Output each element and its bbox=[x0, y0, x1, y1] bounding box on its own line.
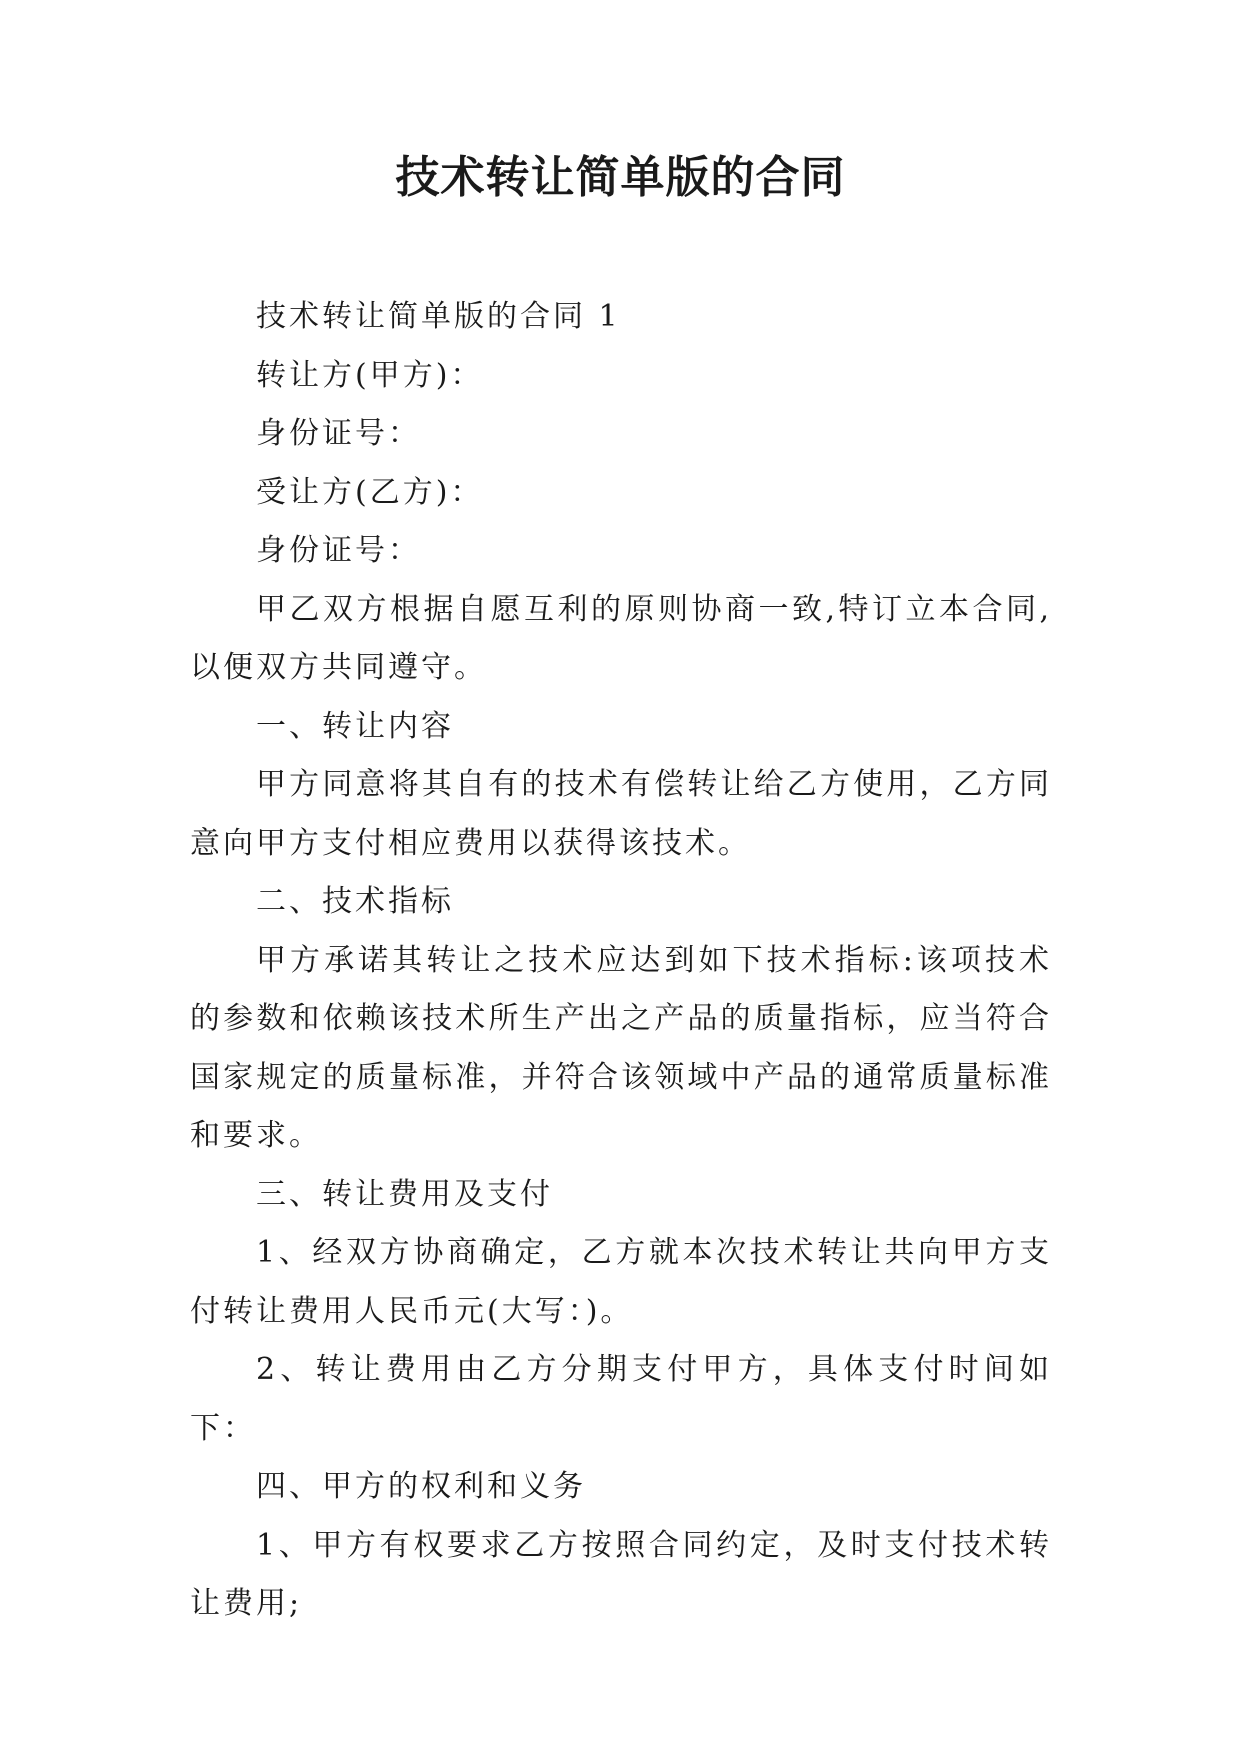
document-body bbox=[190, 288, 1052, 1634]
paragraph: 受让方(乙方)： bbox=[256, 474, 484, 510]
paragraph: 甲方承诺其转让之技术应达到如下技术指标:该项技术的参数和依赖该技术所生产出之产品的质量指标，应当符合国家规定的质量标准，并符合该领域中产品的通常质量标准和要求。 bbox=[190, 942, 1052, 1153]
paragraph: 甲方同意将其自有的技术有偿转让给乙方使用，乙方同意向甲方支付相应费用以获得该技术。 bbox=[190, 767, 1052, 861]
section-heading: 三、转让费用及支付 bbox=[256, 1176, 553, 1212]
paragraph: 1、甲方有权要求乙方按照合同约定，及时支付技术转让费用; bbox=[190, 1527, 1052, 1621]
document-title: 技术转让简单版的合同 bbox=[395, 152, 846, 203]
paragraph: 身份证号： bbox=[256, 533, 421, 568]
paragraph: 身份证号： bbox=[256, 416, 421, 451]
paragraph: 1、经双方协商确定，乙方就本次技术转让共向甲方支付转让费用人民币元(大写：)。 bbox=[190, 1235, 1052, 1329]
section-heading: 一、转让内容 bbox=[256, 708, 454, 744]
paragraph: 转让方(甲方)： bbox=[256, 357, 484, 393]
paragraph: 甲乙双方根据自愿互利的原则协商一致,特订立本合同,以便双方共同遵守。 bbox=[190, 591, 1052, 685]
paragraph: 2、转让费用由乙方分期支付甲方，具体支付时间如下： bbox=[190, 1352, 1052, 1446]
paragraph: 技术转让简单版的合同 1 bbox=[256, 299, 621, 334]
section-heading: 二、技术指标 bbox=[256, 884, 454, 919]
section-heading: 四、甲方的权利和义务 bbox=[256, 1469, 586, 1504]
